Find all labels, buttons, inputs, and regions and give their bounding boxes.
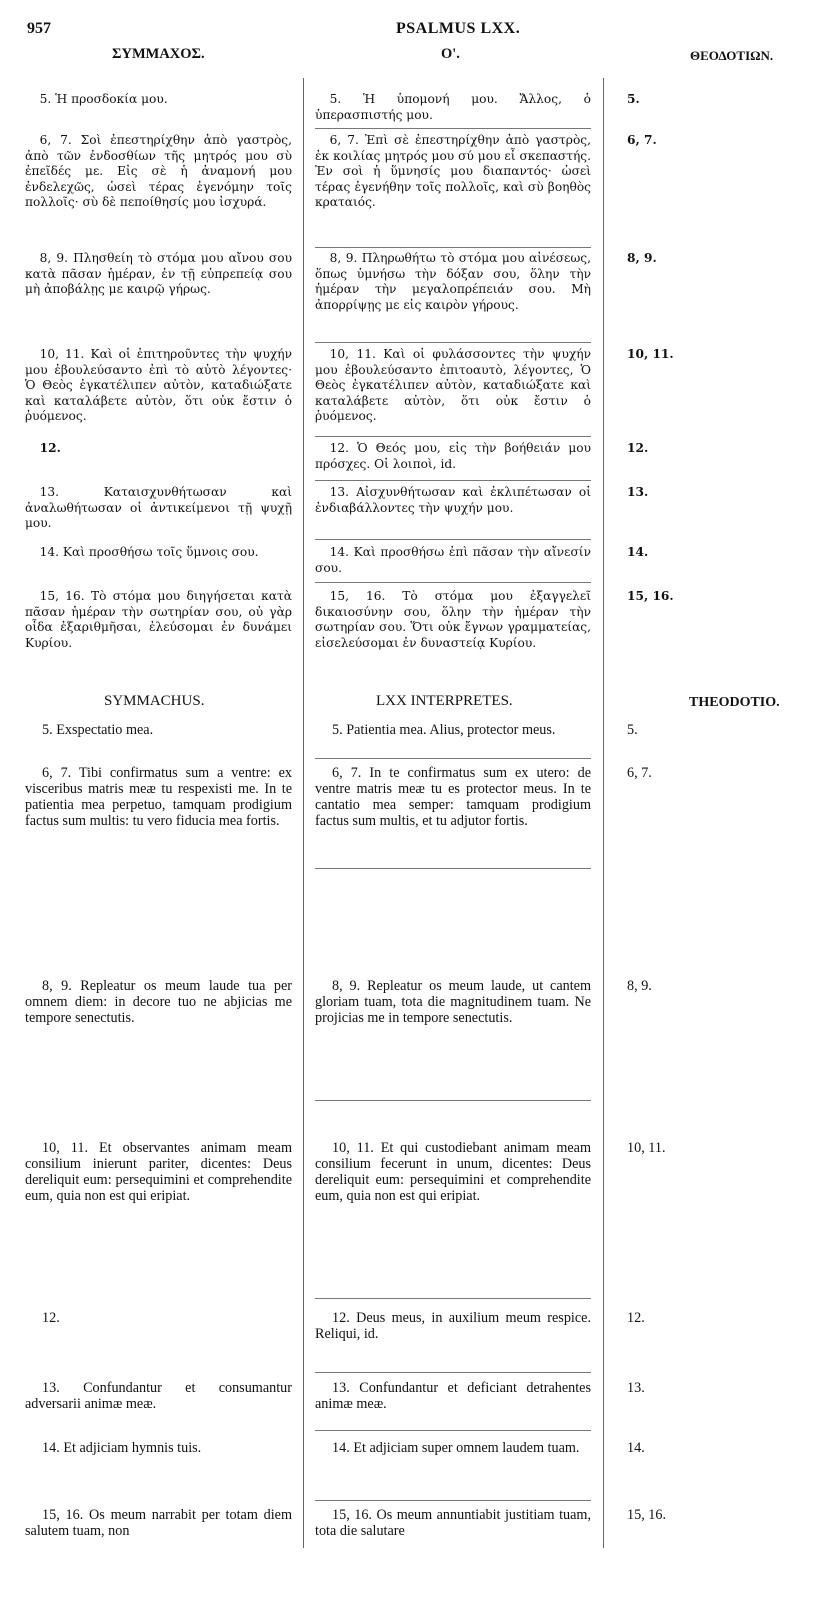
latin-septuagint-verse: 10, 11. Et qui custodiebant animam meam consilium fecerunt in unum, dicentes: Deus dereliquit eum: persequimini et comprehendite eum, quia non est qui eripiat. — [315, 1140, 591, 1204]
greek-septuagint-verse: 13. Αἰσχυνθήτωσαν καὶ ἐκλιπέτωσαν οἱ ἐνδιαβάλλοντες τὴν ψυχήν μου. — [315, 485, 591, 515]
latin-symmachus-verse: 6, 7. Tibi confirmatus sum a ventre: ex visceribus matris meæ tu respexisti me. In te patientia mea perpetuo, tamquam prodigium factus sum multis: tu vero fiducia mea fortis. — [25, 765, 292, 829]
greek-header-septuagint: Ο'. — [441, 46, 460, 62]
row-rule — [315, 582, 591, 583]
row-rule — [315, 758, 591, 759]
greek-septuagint-verse: 10, 11. Καὶ οἱ φυλάσσοντες τὴν ψυχήν μου ἐβουλεύσαντο ἐπιτοαυτὸ, λέγοντες, Ὁ Θεὸς ἐγκατέλιπεν αὐτὸν, καταδιώξατε καὶ καταλάβετε αὐτὸν, ὅτι οὐκ ἔστιν ὁ ῥυόμενος. — [315, 347, 591, 424]
greek-symmachus-verse: 8, 9. Πλησθείη τὸ στόμα μου αἴνου σου κατὰ πᾶσαν ἡμέραν, ἐν τῇ εὐπρεπείᾳ σου μὴ ἀποβάλῃς με καιρῷ γήρως. — [25, 251, 292, 297]
greek-symmachus-verse: 6, 7. Σοὶ ἐπεστηρίχθην ἀπὸ γαστρὸς, ἀπὸ τῶν ἐνδοσθίων τῆς μητρός μου σὺ ἐπεῖδές με. Εἰς σὲ ἡ ἀναμονή μου ἐνδελεχῶς, ὡσεὶ τέρας ἐγενόμην τοῖς πολλοῖς· σὺ δὲ πεποίθησίς μου ἰσχυρά. — [25, 133, 292, 210]
greek-septuagint-verse: 12. Ὁ Θεός μου, εἰς τὴν βοήθειάν μου πρόσχες. Οἱ λοιποὶ, id. — [315, 441, 591, 471]
latin-symmachus-verse: 15, 16. Os meum narrabit per totam diem salutem tuam, non — [25, 1507, 292, 1539]
row-rule — [315, 1372, 591, 1373]
latin-theodotion-verse: 5. — [627, 722, 638, 738]
latin-symmachus-verse: 5. Exspectatio mea. — [42, 722, 154, 738]
row-rule — [315, 247, 591, 248]
greek-header-symmachus: ΣΥΜΜΑΧΟΣ. — [112, 46, 205, 62]
greek-septuagint-verse: 15, 16. Τὸ στόμα μου ἐξαγγελεῖ δικαιοσύνην σου, ὅλην τὴν ἡμέραν τὴν σωτηρίαν σου. Ὅτι οὐκ ἔγνων γραμματείας, εἰσελεύσομαι ἐν δυναστείᾳ Κυρίου. — [315, 589, 591, 650]
latin-theodotion-verse: 6, 7. — [627, 765, 652, 781]
row-rule — [315, 342, 591, 343]
greek-header-theodotion: ΘΕΟΔΟΤΙΩΝ. — [690, 48, 774, 63]
greek-theodotion-verse: 13. — [627, 485, 649, 499]
greek-symmachus-verse: 14. Καὶ προσθήσω τοῖς ὕμνοις σου. — [39, 545, 259, 559]
latin-symmachus-verse: 13. Confundantur et consumantur adversarii animæ meæ. — [25, 1380, 292, 1412]
greek-theodotion-verse: 12. — [627, 441, 649, 455]
row-rule — [315, 480, 591, 481]
latin-septuagint-verse: 8, 9. Repleatur os meum laude, ut cantem gloriam tuam, tota die magnitudinem tuam. Ne projicias me in tempore senectutis. — [315, 978, 591, 1026]
greek-theodotion-verse: 15, 16. — [627, 589, 674, 603]
greek-septuagint-verse: 5. Ἡ ὑπομονή μου. Ἄλλος, ὁ ὑπερασπιστής μου. — [315, 92, 591, 122]
latin-theodotion-verse: 13. — [627, 1380, 645, 1396]
greek-symmachus-verse: 12. — [39, 441, 61, 455]
latin-theodotion-verse: 10, 11. — [627, 1140, 666, 1156]
latin-septuagint-verse: 15, 16. Os meum annuntiabit justitiam tuam, tota die salutare — [315, 1507, 591, 1539]
latin-septuagint-verse: 5. Patientia mea. Alius, protector meus. — [332, 722, 556, 738]
row-rule — [315, 539, 591, 540]
column-divider-left — [303, 78, 304, 1548]
latin-theodotion-verse: 15, 16. — [627, 1507, 667, 1523]
row-rule — [315, 128, 591, 129]
greek-septuagint-verse: 8, 9. Πληρωθήτω τὸ στόμα μου αἰνέσεως, ὅπως ὑμνήσω τὴν δόξαν σου, ὅλην τὴν ἡμέραν τὴν μεγαλοπρέπειάν σου. Μὴ ἀπορρίψῃς με εἰς καιρὸν γήρους. — [315, 251, 591, 312]
greek-theodotion-verse: 6, 7. — [627, 133, 657, 147]
greek-theodotion-verse: 5. — [627, 92, 640, 106]
greek-symmachus-verse: 5. Ἡ προσδοκία μου. — [39, 92, 168, 106]
page-number: 957 — [27, 20, 51, 37]
latin-symmachus-verse: 10, 11. Et observantes animam meam consilium inierunt pariter, dicentes: Deus dereliquit eum: persequimini et comprehendite eum, quia non est qui eripiat. — [25, 1140, 292, 1204]
greek-septuagint-verse: 6, 7. Ἐπὶ σὲ ἐπεστηρίχθην ἀπὸ γαστρὸς, ἐκ κοιλίας μητρός μου σύ μου εἶ σκεπαστής. Ἐν σοὶ ἡ ὕμνησίς μου διαπαντός· ὡσεὶ τέρας ἐγενήθην τοῖς πολλοῖς, καὶ σὺ βοηθὸς κραταιός. — [315, 133, 591, 210]
greek-symmachus-verse: 10, 11. Καὶ οἱ ἐπιτηροῦντες τὴν ψυχήν μου ἐβουλεύσαντο ἐπὶ τὸ αὐτὸ λέγοντες· Ὁ Θεὸς ἐγκατέλιπεν αὐτὸν, καταδιώξατε καὶ καταλάβετε αὐτὸν, ὅτι οὐκ ἔστιν ὁ ῥυόμενος. — [25, 347, 292, 424]
latin-header-symmachus: SYMMACHUS. — [104, 693, 205, 709]
latin-septuagint-verse: 13. Confundantur et deficiant detrahentes animæ meæ. — [315, 1380, 591, 1412]
greek-septuagint-verse: 14. Καὶ προσθήσω ἐπὶ πᾶσαν τὴν αἴνεσίν σου. — [315, 545, 591, 575]
column-divider-right — [603, 78, 604, 1548]
row-rule — [315, 1298, 591, 1299]
latin-symmachus-verse: 8, 9. Repleatur os meum laude tua per omnem diem: in decore tuo ne abjicias me tempore senectutis. — [25, 978, 292, 1026]
latin-theodotion-verse: 14. — [627, 1440, 645, 1456]
latin-header-septuagint: LXX INTERPRETES. — [376, 693, 513, 709]
greek-symmachus-verse: 15, 16. Τὸ στόμα μου διηγήσεται κατὰ πᾶσαν ἡμέραν τὴν σωτηρίαν σου, οὐ γὰρ οἶδα ἐξαριθμῆσαι, ἐλεύσομαι ἐν δυνάμει Κυρίου. — [25, 589, 292, 650]
latin-septuagint-verse: 14. Et adjiciam super omnem laudem tuam. — [332, 1440, 580, 1456]
latin-septuagint-verse: 6, 7. In te confirmatus sum ex utero: de ventre matris meæ tu es protector meus. In te cantatio mea semper: tamquam prodigium factus sum multis, et tu adjutor fortis. — [315, 765, 591, 829]
greek-theodotion-verse: 8, 9. — [627, 251, 657, 265]
latin-septuagint-verse: 12. Deus meus, in auxilium meum respice. Reliqui, id. — [315, 1310, 591, 1342]
row-rule — [315, 1500, 591, 1501]
latin-header-theodotion: THEODOTIO. — [689, 695, 780, 710]
row-rule — [315, 868, 591, 869]
greek-theodotion-verse: 14. — [627, 545, 649, 559]
latin-symmachus-verse: 14. Et adjiciam hymnis tuis. — [42, 1440, 202, 1456]
row-rule — [315, 436, 591, 437]
greek-symmachus-verse: 13. Καταισχυνθήτωσαν καὶ ἀναλωθήτωσαν οἱ ἀντικείμενοι τῇ ψυχῇ μου. — [25, 485, 292, 531]
running-title: PSALMUS LXX. — [396, 20, 521, 37]
latin-symmachus-verse: 12. — [42, 1310, 60, 1326]
latin-theodotion-verse: 8, 9. — [627, 978, 652, 994]
row-rule — [315, 1100, 591, 1101]
greek-theodotion-verse: 10, 11. — [627, 347, 674, 361]
latin-theodotion-verse: 12. — [627, 1310, 645, 1326]
row-rule — [315, 1430, 591, 1431]
